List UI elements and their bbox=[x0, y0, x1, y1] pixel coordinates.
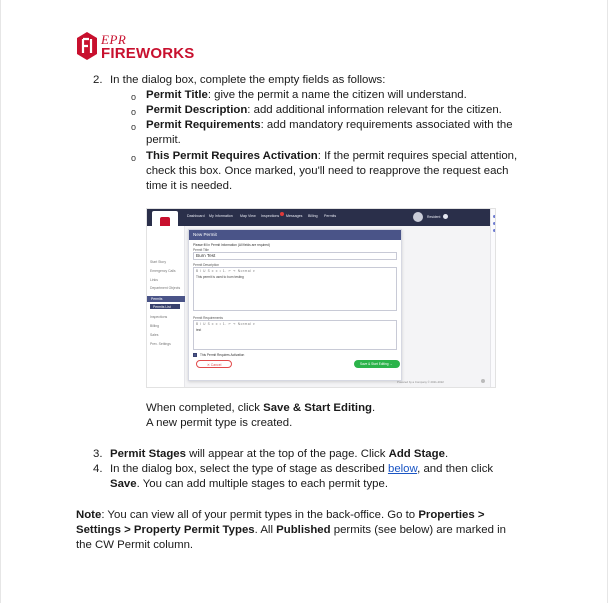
settings-dot-icon bbox=[443, 214, 448, 219]
app-footer: Powered by a Company © 2021-2022 bbox=[397, 380, 444, 384]
step-3-text: Permit Stages will appear at the top of the page. Click Add Stage. bbox=[110, 448, 449, 460]
app-sidebar bbox=[147, 226, 185, 388]
permit-requirements-value: test bbox=[196, 328, 202, 332]
epr-fireworks-logo bbox=[75, 30, 195, 66]
bullet-permit-description: Permit Description: add additional information relevant for the citizen. bbox=[146, 104, 502, 116]
permit-title-value: Burn Test bbox=[196, 253, 216, 258]
nav-map-view: Map View bbox=[240, 214, 256, 218]
note-line-2: Settings > Property Permit Types. All Published permits (see below) are marked in bbox=[76, 524, 506, 536]
nav-messages: Messages bbox=[286, 214, 303, 218]
nav-permits: Permits bbox=[324, 214, 337, 218]
nav-inspections: Inspections bbox=[261, 214, 280, 218]
bullet-icon: o bbox=[131, 107, 137, 117]
bullet-permit-requirements-cont: permit. bbox=[146, 134, 181, 146]
cancel-button: ✕ Cancel bbox=[196, 360, 232, 368]
rail-dot-icon bbox=[493, 229, 496, 232]
step-4-number: 4. bbox=[93, 463, 103, 475]
permit-description-editor bbox=[193, 267, 397, 311]
sidebar-item: Permits bbox=[151, 297, 163, 301]
description-label: Permit Description bbox=[193, 263, 220, 267]
nav-my-information: My Information bbox=[209, 214, 233, 218]
bullet-permit-requirements: Permit Requirements: add mandatory requirements associated with the bbox=[146, 119, 513, 131]
sidebar-item: Prev. Settings bbox=[150, 342, 171, 346]
sidebar-item: Start Story bbox=[150, 260, 167, 264]
requirements-label: Permit Requirements bbox=[193, 316, 223, 320]
avatar bbox=[413, 212, 423, 222]
dialog-title: New Permit bbox=[193, 232, 217, 237]
dialog-header bbox=[189, 230, 401, 240]
user-name: Resident bbox=[427, 215, 441, 219]
below-link[interactable]: below bbox=[387, 463, 418, 475]
nav-billing: Billing bbox=[308, 214, 318, 218]
sidebar-item: Billing bbox=[150, 324, 160, 328]
rail-dot-icon bbox=[493, 222, 496, 225]
bullet-permit-title: Permit Title: give the permit a name the citizen will understand. bbox=[146, 89, 467, 101]
step-3-number: 3. bbox=[93, 448, 103, 460]
app-top-nav bbox=[147, 209, 490, 226]
activation-checkbox bbox=[193, 353, 197, 357]
sidebar-item: Emergency Calls bbox=[150, 269, 176, 273]
nav-dashboard: Dashboard bbox=[187, 214, 205, 218]
bullet-icon: o bbox=[131, 92, 137, 102]
sidebar-item: Department Objects bbox=[150, 286, 181, 290]
sidebar-item: Sales bbox=[150, 333, 159, 337]
logo-fireworks-text: FIREWORKS bbox=[101, 45, 195, 62]
permit-title-input bbox=[193, 252, 397, 260]
step-4-text: In the dialog box, select the type of stage as described below, and then click bbox=[110, 463, 494, 475]
bullet-requires-activation-cont1: check this box. Once marked, you'll need to reapprove the request each bbox=[146, 165, 509, 177]
note-line-1: Note: You can view all of your permit types in the back-office. Go to Properties > bbox=[76, 509, 485, 521]
bullet-icon: o bbox=[131, 122, 137, 132]
new-permit-dialog-screenshot bbox=[146, 208, 496, 388]
rail-dot-icon bbox=[493, 215, 496, 218]
notification-dot-icon bbox=[280, 212, 284, 216]
sidebar-item: Inspections bbox=[150, 315, 168, 319]
footer-dot-icon bbox=[481, 379, 485, 383]
bullet-requires-activation: This Permit Requires Activation: If the permit requires special attention, bbox=[146, 150, 518, 162]
bullet-icon: o bbox=[131, 153, 137, 163]
permit-description-value: This permit is used to burn testing bbox=[196, 275, 244, 279]
sidebar-item: Links bbox=[150, 278, 158, 282]
sidebar-item: Permits List bbox=[153, 304, 171, 309]
step-4-text-cont: Save. You can add multiple stages to each permit type. bbox=[110, 478, 388, 490]
dialog-hint: Please fill in Permit Information (All fields are required) bbox=[193, 243, 270, 247]
step-2-number: 2. bbox=[93, 74, 103, 86]
fireworks-logo-icon bbox=[75, 32, 99, 60]
title-label: Permit Title bbox=[193, 248, 209, 252]
right-rail bbox=[490, 209, 496, 388]
editor-toolbar: B I U S ≡ ≡ • 1. ↶ ↷ Normal ▾ bbox=[196, 269, 256, 273]
save-instruction: When completed, click Save & Start Editing. bbox=[146, 402, 376, 414]
activation-label: This Permit Requires Activation bbox=[200, 353, 245, 357]
editor-toolbar: B I U S ≡ ≡ • 1. ↶ ↷ Normal ▾ bbox=[196, 322, 256, 326]
bullet-requires-activation-cont2: time it is needed. bbox=[146, 180, 233, 192]
step-2-intro: In the dialog box, complete the empty fields as follows: bbox=[110, 74, 386, 86]
permit-created-text: A new permit type is created. bbox=[146, 417, 293, 429]
new-permit-dialog bbox=[188, 229, 402, 381]
logo-epr-text: EPR bbox=[101, 32, 127, 47]
note-line-3: the CW Permit column. bbox=[76, 539, 194, 551]
save-start-editing-button: Save & Start Editing → bbox=[354, 360, 400, 368]
